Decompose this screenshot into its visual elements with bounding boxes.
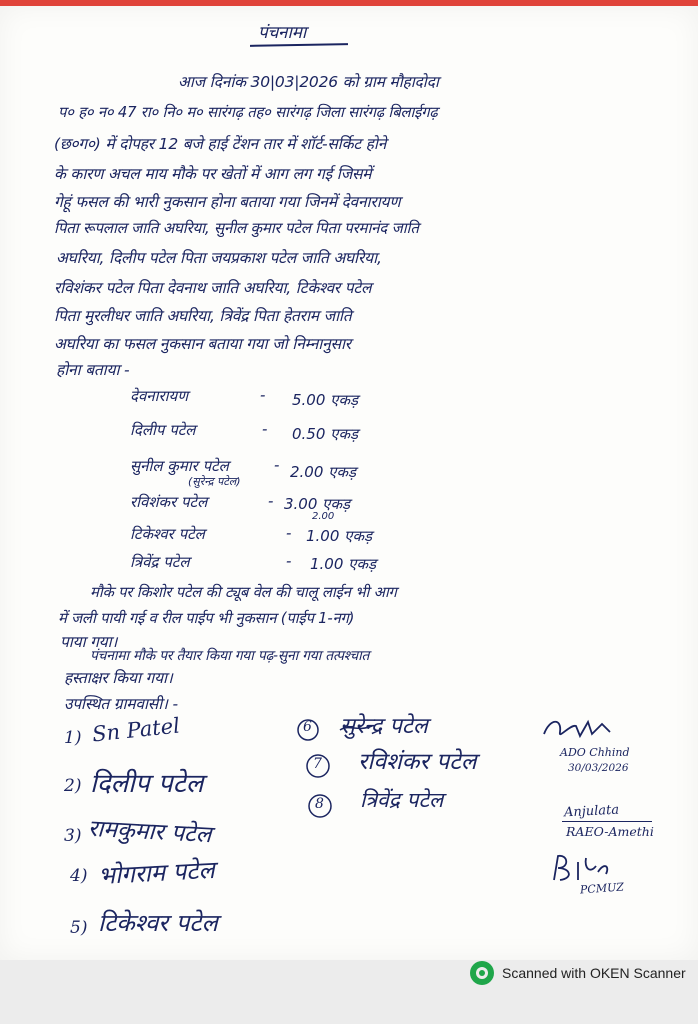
loss-dash: -: [262, 420, 268, 438]
after-line-5: हस्ताक्षर किया गया।: [64, 669, 173, 687]
loss-name: देवनारायण: [130, 387, 189, 405]
body-line-8: रविशंकर पटेल पिता देवनाथ जाति अघरिया, टिकेश्वर पटेल: [54, 279, 372, 297]
witness-number: 1): [64, 728, 82, 748]
oken-scanner-logo-icon: [470, 961, 494, 985]
loss-area: 3.00 एकड़: [284, 495, 351, 513]
witness-number: 3): [64, 826, 82, 846]
loss-dash: -: [274, 456, 280, 474]
witness-signature: त्रिवेंद्र पटेल: [360, 788, 444, 812]
official-date: 30/03/2026: [568, 762, 629, 774]
body-line-3: (छ०ग०) में दोपहर 12 बजे हाई टेंशन तार में शॉर्ट-सर्किट होने: [54, 135, 387, 153]
witness-signature: भोगराम पटेल: [97, 855, 216, 891]
witness-number: 5): [70, 918, 88, 938]
scanner-badge: [470, 961, 686, 985]
document-title: पंचनामा: [258, 23, 307, 43]
scanned-document: [0, 6, 698, 960]
body-line-4: के कारण अचल माय मौके पर खेतों में आग लग गई जिसमें: [54, 165, 372, 183]
loss-area: 1.00 एकड़: [310, 555, 377, 573]
loss-area: 5.00 एकड़: [292, 391, 359, 409]
witness-signature: दिलीप पटेल: [90, 769, 204, 799]
loss-name: रविशंकर पटेल: [130, 493, 208, 511]
witness-signature: रविशंकर पटेल: [358, 749, 477, 775]
witness-number: 8: [315, 796, 324, 812]
loss-name: त्रिवेंद्र पटेल: [130, 553, 190, 571]
body-line-6: पिता रूपलाल जाति अघरिया, सुनील कुमार पटेल पिता परमानंद जाति: [54, 219, 419, 237]
official-designation: RAEO-Amethi: [566, 824, 654, 839]
after-line-4: पंचनामा मौके पर तैयार किया गया पढ़-सुना गया तत्पश्चात: [90, 648, 370, 664]
loss-name: सुनील कुमार पटेल: [130, 457, 229, 475]
body-line-11: होना बताया -: [56, 361, 130, 379]
loss-dash: -: [268, 492, 274, 510]
witness-signature: रामकुमार पटेल: [87, 815, 212, 849]
body-line-2: प० ह० न० 47 रा० नि० म० सारंगढ़ तह० सारंगढ़ जिला सारंगढ़ बिलाईगढ़: [58, 104, 438, 121]
witness-number: 6: [303, 719, 312, 735]
loss-area: 1.00 एकड़: [306, 527, 373, 545]
loss-name: दिलीप पटेल: [130, 421, 196, 439]
title-underline: [250, 43, 348, 47]
official-name: Anjulata: [563, 802, 620, 821]
witness-number: 2): [64, 776, 82, 796]
after-line-2: में जली पायी गई व रील पाईप भी नुकसान (पाईप 1-नग): [58, 610, 355, 627]
witness-signature: सुरेन्द्र पटेल: [340, 714, 428, 739]
after-line-3: पाया गया।: [60, 633, 118, 651]
loss-dash: -: [260, 386, 266, 404]
body-line-9: पिता मुरलीधर जाति अघरिया, त्रिवेंद्र पिता हेतराम जाति: [54, 307, 352, 325]
loss-name: टिकेश्वर पटेल: [130, 525, 205, 543]
loss-area: 0.50 एकड़: [292, 425, 359, 443]
official-mark: PCMUZ: [579, 880, 625, 897]
after-line-1: मौके पर किशोर पटेल की ट्यूब वेल की चालू लाईन भी आग: [90, 584, 397, 601]
body-line-1: आज दिनांक 30|03|2026 को ग्राम मौहादोदा: [178, 73, 439, 91]
body-line-5: गेहूं फसल की भारी नुकसान होना बताया गया जिनमें देवनारायण: [54, 193, 401, 211]
body-line-10: अघरिया का फसल नुकसान बताया गया जो निम्नानुसार: [54, 335, 351, 353]
loss-dash: -: [286, 524, 292, 542]
loss-overwrite: 2.00: [312, 511, 335, 522]
witness-number: 4): [70, 866, 88, 886]
witness-number: 7: [313, 756, 322, 772]
loss-area: 2.00 एकड़: [290, 463, 357, 481]
after-line-6: उपस्थित ग्रामवासी। -: [64, 695, 178, 713]
body-line-7: अघरिया, दिलीप पटेल पिता जयप्रकाश पटेल जाति अघरिया,: [56, 249, 382, 267]
witness-signature: Sn Patel: [90, 713, 181, 747]
scanner-label: Scanned with OKEN Scanner: [502, 965, 686, 981]
official-signature-scribble: [540, 712, 620, 744]
loss-dash: -: [286, 552, 292, 570]
signature-underline: [562, 821, 652, 822]
scanner-footer: [0, 960, 698, 1024]
loss-note: (सुरेन्द्र पटेल): [188, 475, 241, 488]
strike-mark: [338, 722, 374, 734]
official-designation: ADO Chhind: [560, 746, 630, 759]
witness-signature: टिकेश्वर पटेल: [98, 909, 218, 937]
